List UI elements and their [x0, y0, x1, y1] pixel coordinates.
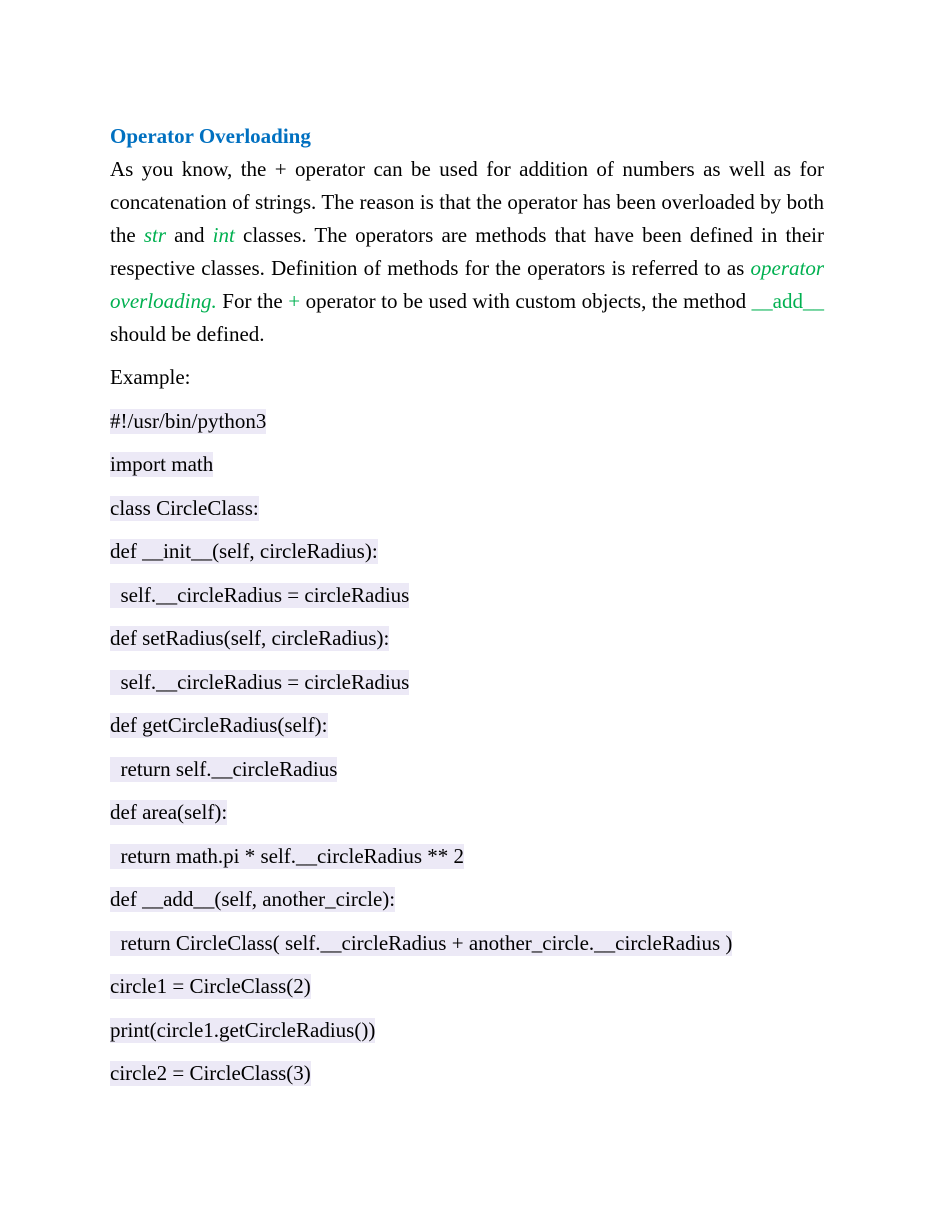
code-text: #!/usr/bin/python3 [110, 408, 267, 433]
code-text: self.__circleRadius = circleRadius [110, 669, 410, 694]
paragraph-text: classes. The operators are methods that have been defined in their respective classes. Definition of methods for the operators is referred to as [110, 223, 824, 280]
plus-operator: + [288, 289, 301, 313]
int-keyword: int [212, 223, 235, 247]
code-line [110, 666, 824, 699]
code-text: def __add__(self, another_circle): [110, 887, 396, 911]
code-line [110, 405, 824, 438]
code-text: def getCircleRadius(self): [110, 713, 328, 737]
code-line [110, 840, 824, 873]
code-line [110, 448, 824, 481]
str-keyword: str [143, 223, 167, 247]
code-text: return CircleClass( self.__circleRadius + another_circle.__circleRadius ) [110, 930, 733, 955]
code-line [110, 579, 824, 612]
code-line [110, 1057, 824, 1090]
add-method-name: __add__ [751, 289, 824, 313]
code-line [110, 622, 824, 655]
code-line [110, 709, 824, 742]
code-line [110, 753, 824, 786]
code-block [110, 405, 824, 1091]
code-text: circle1 = CircleClass(2) [110, 974, 311, 998]
paragraph-text: should be defined. [110, 322, 265, 346]
code-text: def setRadius(self, circleRadius): [110, 626, 390, 650]
code-text: print(circle1.getCircleRadius()) [110, 1017, 376, 1042]
code-line [110, 970, 824, 1003]
code-line [110, 796, 824, 829]
code-text: self.__circleRadius = circleRadius [110, 582, 410, 607]
code-text: def __init__(self, circleRadius): [110, 539, 378, 563]
section-heading: Operator Overloading [110, 124, 311, 148]
code-line [110, 883, 824, 916]
code-text: def area(self): [110, 800, 228, 824]
paragraph-text: and [166, 223, 213, 247]
code-line [110, 1014, 824, 1047]
code-line [110, 492, 824, 525]
intro-paragraph [110, 153, 824, 351]
paragraph-text: operator to be used with custom objects, the method [300, 289, 752, 313]
code-line [110, 927, 824, 960]
code-text: circle2 = CircleClass(3) [110, 1061, 311, 1085]
code-line [110, 535, 824, 568]
paragraph-text: For the [216, 289, 289, 313]
document-page [110, 120, 824, 1090]
operator-overloading-term: operator overloading. [110, 256, 824, 313]
code-text: import math [110, 452, 214, 476]
example-label: Example: [110, 365, 191, 389]
code-text: class CircleClass: [110, 495, 259, 520]
code-text: return self.__circleRadius [110, 756, 338, 781]
code-text: return math.pi * self.__circleRadius ** 2 [110, 843, 464, 868]
paragraph-text: As you know, the + operator can be used for addition of numbers as well as for concatenation of strings. The reason is that the operator has been overloaded by both the [110, 157, 824, 247]
